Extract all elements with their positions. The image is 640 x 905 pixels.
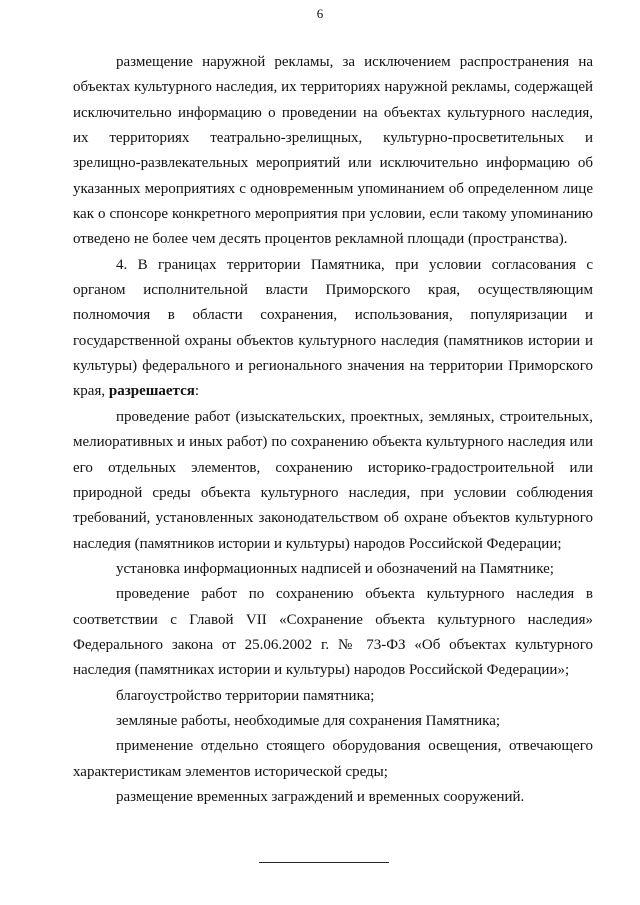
paragraph-temporary-structures: размещение временных заграждений и временных сооружений.	[116, 788, 525, 805]
paragraph-preservation-works: проведение работ (изыскательских, проектных, земляных, строительных, мелиоративных и иных работ) по сохранению объекта культурного наследия или его отдельных элементов, сохранению историко-градостроительной или природной среды объекта культурного наследия, при условии соблюдения требований, установленных законодательством об охране объектов культурного наследия (памятников истории и культуры) народов Российской Федерации;	[73, 408, 593, 552]
permitted-intro-text: 4. В границах территории Памятника, при условии согласования с органом исполнительной власти Приморского края, осуществляющим полномочия в области сохранения, использования, популяризации и государственной охраны объектов культурного наследия (памятников истории и культуры) федерального и регионального значения на территории Приморского края,	[73, 256, 593, 400]
page-number: 6	[316, 6, 324, 21]
paragraph-lighting-equipment: применение отдельно стоящего оборудования освещения, отвечающего характеристикам элементов исторической среды;	[73, 738, 593, 780]
permitted-keyword: разрешается	[108, 383, 195, 400]
paragraph-information-signs: установка информационных надписей и обозначений на Памятнике;	[116, 560, 554, 577]
paragraph-permitted-intro	[73, 253, 593, 405]
document-body	[73, 50, 593, 810]
permitted-colon: :	[194, 383, 200, 400]
paragraph-outdoor-advertising: размещение наружной рекламы, за исключением распространения на объектах культурного наследия, их территориях наружной рекламы, содержащей исключительно информацию о проведении на объектах культурного наследия, их территориях театрально-зрелищных, культурно-просветительных и зрелищно-развлекательных мероприятий или исключительно информацию об указанных мероприятиях с одновременным упоминанием об определенном лице как о спонсоре конкретного мероприятия при условии, если такому упоминанию отведено не более чем десять процентов рекламной площади (пространства).	[73, 54, 593, 248]
paragraph-earthworks: земляные работы, необходимые для сохранения Памятника;	[116, 712, 501, 729]
paragraph-chapter-vii-works: проведение работ по сохранению объекта культурного наследия в соответствии с Главой VII «Сохранение объекта культурного наследия» Федерального закона от 25.06.2002 г. № 73-ФЗ «Об объектах культурного наследия (памятниках истории и культуры) народов Российской Федерации»;	[73, 586, 593, 679]
paragraph-landscaping: благоустройство территории памятника;	[116, 687, 375, 704]
end-of-text-rule	[259, 862, 389, 863]
